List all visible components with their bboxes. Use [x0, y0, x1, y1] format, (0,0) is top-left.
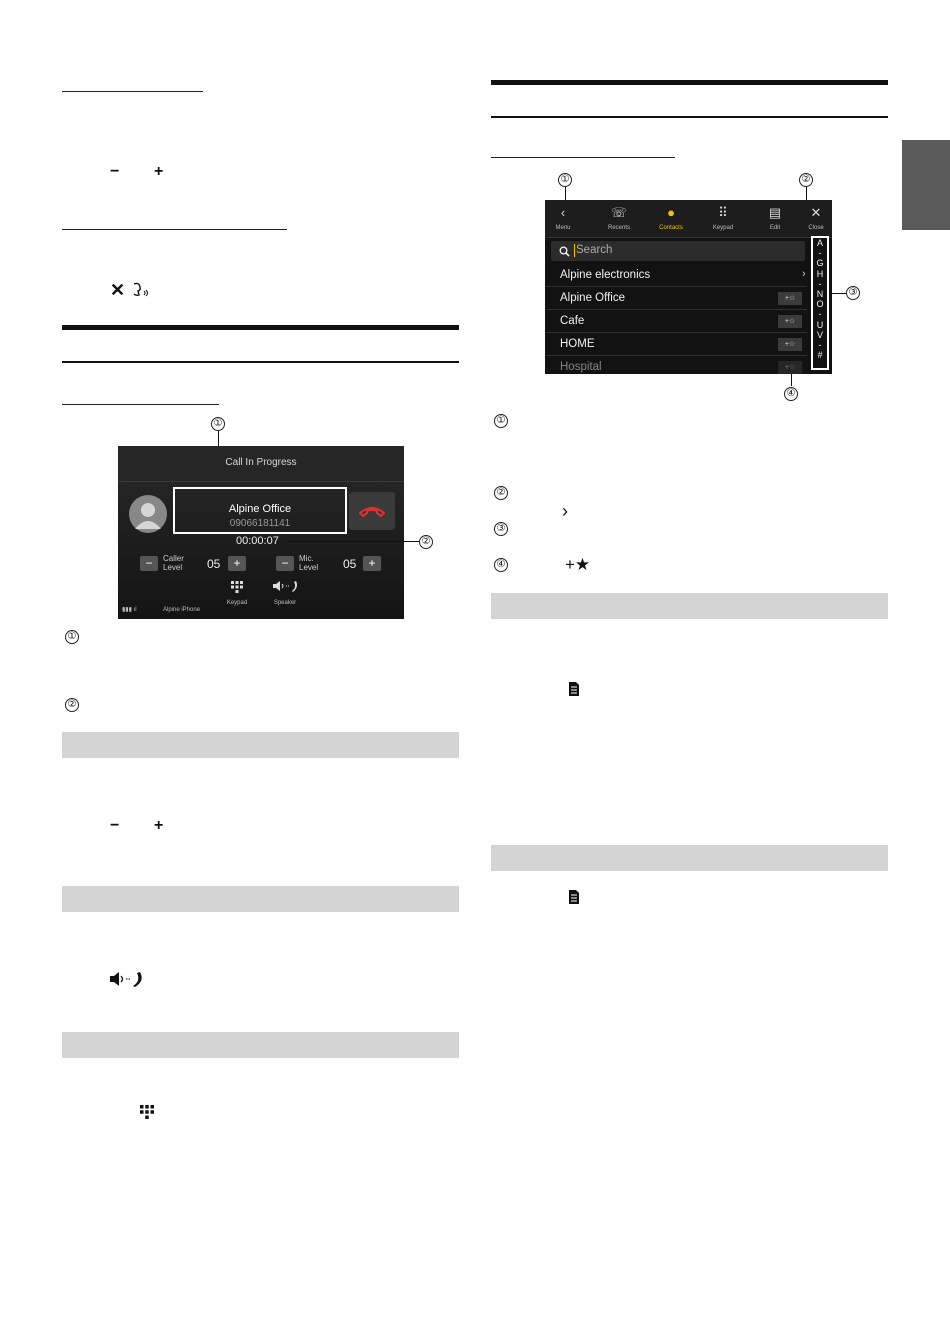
- speaker-icon[interactable]: [270, 579, 300, 596]
- heading-underline: [491, 157, 675, 158]
- call-timer: 00:00:07: [236, 535, 279, 547]
- section-rule: [491, 116, 888, 118]
- alpha-index-item: -: [818, 248, 822, 259]
- contacts-icon: ●: [667, 205, 675, 220]
- add-favorite-button[interactable]: +☆: [778, 292, 802, 305]
- subsection-bar: [62, 732, 459, 758]
- add-favorite-button[interactable]: +☆: [778, 315, 802, 328]
- subsection-bar: [491, 593, 888, 619]
- alpha-index-item: -: [818, 340, 822, 351]
- section-tab: [902, 140, 950, 230]
- document-icon: ▤: [768, 205, 782, 220]
- keypad-icon: [140, 1105, 154, 1119]
- legend-mark-1: ①: [494, 414, 508, 428]
- subsection-bar: [62, 886, 459, 912]
- legend-mark-1: ①: [65, 630, 79, 644]
- subsection-bar: [62, 1032, 459, 1058]
- contact-name: Hospital: [560, 361, 602, 373]
- section-rule: [62, 325, 459, 330]
- close-icon: ✕: [810, 205, 822, 220]
- callout-2: ②: [799, 173, 813, 187]
- heading-underline: [62, 404, 219, 405]
- search-placeholder: Search: [576, 244, 613, 256]
- call-in-progress-screen: [118, 446, 404, 619]
- alpha-index-item[interactable]: V: [816, 329, 823, 340]
- voice-mute-icon: [130, 280, 150, 300]
- callout-4: ④: [784, 387, 798, 401]
- alpha-index-item: -: [818, 309, 822, 320]
- contact-row[interactable]: [545, 333, 807, 356]
- alpha-index-item[interactable]: G: [816, 258, 824, 269]
- contact-name: HOME: [560, 338, 595, 350]
- phone-history-icon: ☏: [610, 205, 628, 220]
- contacts-tab-bar: [545, 200, 832, 238]
- speaker-icon: [108, 970, 146, 988]
- close-button[interactable]: ✕ Close: [796, 205, 832, 231]
- callout-3: ③: [846, 286, 860, 300]
- mic-level-label: Mic. Level: [299, 554, 319, 572]
- device-name: Alpine iPhone: [163, 607, 201, 613]
- contact-name: Cafe: [560, 315, 585, 327]
- caller-level-minus-button[interactable]: −: [140, 556, 158, 571]
- keypad-icon: ⠿: [718, 205, 728, 220]
- tab-keypad[interactable]: ⠿ Keypad: [703, 205, 743, 231]
- contact-row[interactable]: [545, 310, 807, 333]
- legend-mark-2: ②: [65, 698, 79, 712]
- add-favorite-button[interactable]: +☆: [778, 338, 802, 351]
- add-favorite-icon: +★: [565, 555, 591, 574]
- contact-name: Alpine electronics: [560, 269, 651, 281]
- minus-icon: −: [110, 817, 120, 834]
- avatar: [129, 495, 167, 533]
- heading-underline: [62, 91, 203, 92]
- plus-icon: +: [154, 163, 164, 180]
- battery-signal-icon: ▮▮▮ ıl: [122, 607, 137, 613]
- chevron-left-icon: ‹: [560, 205, 566, 220]
- alpha-index-item[interactable]: #: [817, 350, 823, 361]
- contact-name: Alpine Office: [228, 503, 292, 515]
- document-icon: [568, 890, 580, 904]
- add-favorite-button[interactable]: +☆: [778, 361, 802, 374]
- callout-2: ②: [419, 535, 433, 549]
- legend-mark-3: ③: [494, 522, 508, 536]
- mic-level-value: 05: [343, 557, 357, 571]
- contact-row[interactable]: [545, 356, 807, 374]
- call-title: Call In Progress: [225, 457, 297, 468]
- keypad-icon[interactable]: [222, 581, 252, 596]
- minus-icon: −: [110, 163, 120, 180]
- search-field[interactable]: [551, 241, 805, 261]
- section-rule: [491, 80, 888, 85]
- alpha-index-item: -: [818, 278, 822, 289]
- chevron-right-icon[interactable]: ›: [802, 268, 806, 280]
- mic-level-plus-button[interactable]: +: [363, 556, 381, 571]
- alpha-index-item[interactable]: A: [816, 238, 823, 248]
- legend-mark-2: ②: [494, 486, 508, 500]
- caller-level-label: Caller Level: [163, 554, 184, 572]
- callout-leader: [287, 541, 419, 542]
- text-cursor: [574, 244, 575, 257]
- contact-row[interactable]: [545, 264, 807, 287]
- caller-level-plus-button[interactable]: +: [228, 556, 246, 571]
- tab-recents[interactable]: ☏ Recents: [599, 205, 639, 231]
- section-rule: [62, 361, 459, 363]
- document-icon: [568, 682, 580, 696]
- call-header: [118, 446, 404, 482]
- callout-leader: [832, 293, 846, 294]
- alphabet-index[interactable]: [811, 236, 829, 370]
- callout-1: ①: [211, 417, 225, 431]
- alpha-index-item[interactable]: N: [816, 289, 824, 300]
- heading-underline: [62, 229, 287, 230]
- plus-icon: +: [154, 817, 164, 834]
- contact-row[interactable]: [545, 287, 807, 310]
- legend-mark-4: ④: [494, 558, 508, 572]
- end-call-button[interactable]: [349, 492, 395, 530]
- alpha-index-item[interactable]: H: [816, 268, 824, 279]
- callout-1: ①: [558, 173, 572, 187]
- close-icon: ✕: [110, 280, 126, 300]
- alpha-index-item[interactable]: U: [816, 319, 824, 330]
- tab-menu[interactable]: ‹ Menu: [545, 205, 583, 231]
- hang-up-icon: [349, 492, 395, 530]
- contact-name: Alpine Office: [560, 292, 625, 304]
- alpha-index-item[interactable]: O: [816, 299, 824, 310]
- caller-level-value: 05: [207, 557, 221, 571]
- contact-number: 09066181141: [229, 518, 291, 529]
- caller-info-box: [173, 487, 347, 534]
- tab-contacts[interactable]: ● Contacts: [651, 205, 691, 231]
- subsection-bar: [491, 845, 888, 871]
- tab-edit[interactable]: ▤ Edit: [755, 205, 795, 231]
- search-icon: [559, 246, 570, 257]
- mic-level-minus-button[interactable]: −: [276, 556, 294, 571]
- speaker-label: Speaker: [273, 600, 297, 606]
- keypad-label: Keypad: [226, 600, 248, 606]
- chevron-right-icon: ›: [562, 501, 568, 521]
- contacts-screen: [545, 200, 832, 374]
